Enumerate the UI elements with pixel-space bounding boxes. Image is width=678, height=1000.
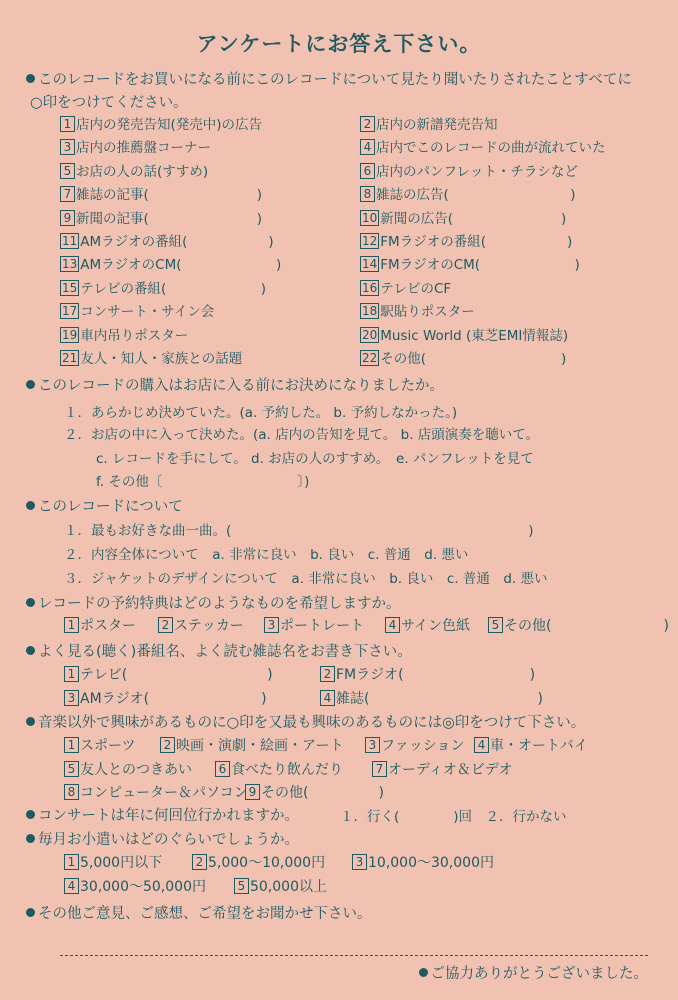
option-number: 2 [192,854,207,870]
question-7-text: コンサートは年に何回位行かれますか。 [38,808,299,824]
option-number: 4 [385,617,400,633]
option-item[interactable] [264,615,364,635]
option-number: 12 [362,234,378,248]
option-label: コンサート・サイン会 [80,304,215,321]
option-number: 7 [60,186,75,202]
option-number: 9 [60,210,75,226]
option-number: 10 [362,210,378,225]
option-label: 30,000～50,000円 [80,879,206,895]
option-label: その他( ) [261,785,384,801]
bullet-icon [26,74,35,83]
divider [60,955,648,956]
option-item[interactable] [320,688,543,708]
question-4 [26,592,401,613]
option-label: 店内のパンフレット・チラシなど [376,163,578,180]
option-item[interactable] [64,876,206,896]
option-number: 13 [62,257,78,272]
option-item[interactable] [320,664,535,684]
bullet-icon [26,598,35,607]
bullet-icon [26,501,35,510]
option-label: 店内の新譜発売告知 [376,117,498,133]
option-label: 車・オートバイ [490,738,588,754]
option-number: 1 [64,666,79,682]
option-label: ステッカー [174,618,244,634]
option-label: ポートレート [280,618,364,634]
option-item[interactable] [60,347,242,367]
bullet-icon [26,646,35,655]
option-item[interactable] [385,615,470,635]
bullet-icon [26,834,35,843]
option-item[interactable] [360,324,568,344]
option-label: 店内でこのレコードの曲が流れていた [376,140,606,157]
option-item[interactable] [64,852,162,872]
option-label: AMラジオ( ) [80,691,267,707]
option-item[interactable] [60,183,262,203]
option-label: 10,000～30,000円 [368,855,494,871]
option-label: 店内の発売告知(発売中)の広告 [76,117,263,133]
option-item[interactable] [60,136,211,156]
q2-option-2-cont[interactable]: c. レコードを手にして。 d. お店の人のすすめ。 e. パンフレットを見て [96,451,534,467]
q3-jacket-rating[interactable]: ３．ジャケットのデザインについて a. 非常に良い b. 良い c. 普通 d. 悪い [64,571,548,587]
option-item[interactable] [360,300,475,320]
bullet-icon [419,968,428,977]
question-3-text: このレコードについて [38,499,183,515]
option-label: 友人とのつきあい [80,762,192,778]
option-number: 5 [488,617,503,633]
option-label: FMラジオ( ) [336,667,536,683]
question-2 [26,374,444,395]
option-number: 2 [158,617,173,633]
option-item[interactable] [158,615,244,635]
q3-favorite-song[interactable]: １．最もお好きな曲一曲。( ) [64,523,534,539]
question-7 [26,804,299,825]
option-number: 3 [60,139,75,155]
option-item[interactable] [488,615,669,635]
option-item[interactable] [60,253,281,273]
question-9 [26,902,372,923]
option-number: 5 [64,761,79,777]
option-item[interactable] [60,300,214,320]
question-6-text: 音楽以外で興味があるものに○印を又最も興味のあるものには◎印をつけて下さい。 [38,715,586,731]
option-number: 2 [160,737,175,753]
option-item[interactable] [64,664,273,684]
option-item[interactable] [245,782,384,802]
option-label: 食べたり飲んだり [231,762,343,778]
option-label: ポスター [80,618,136,634]
option-label: FMラジオのCM( ) [380,257,580,274]
question-3 [26,495,183,516]
option-item[interactable] [215,759,343,779]
option-number: 18 [362,304,378,319]
option-number: 2 [320,666,335,682]
option-item[interactable] [474,735,588,755]
option-label: 映画・演劇・絵画・アート [176,738,344,754]
option-item[interactable] [160,735,344,755]
option-number: 3 [352,854,367,870]
option-item[interactable] [60,277,266,297]
option-item[interactable] [360,277,451,297]
survey-title: アンケートにお答え下さい。 [196,32,482,56]
q7-options[interactable]: １．行く( )回 ２．行かない [340,809,567,825]
question-1-text: このレコードをお買いになる前にこのレコードについて見たり聞いたりされたことすべてに [38,72,632,88]
option-number: 9 [245,784,260,800]
option-label: その他( ) [504,618,669,634]
option-item[interactable] [360,183,576,203]
option-number: 15 [62,280,78,295]
question-8 [26,828,299,849]
option-number: 5 [60,163,75,179]
question-5-text: よく見る(聴く)番組名、よく読む雑誌名をお書き下さい。 [38,644,412,660]
option-label: 5,000～10,000円 [208,855,326,871]
option-item[interactable] [192,852,325,872]
option-number: 14 [362,257,378,272]
option-item[interactable] [360,207,566,227]
option-label: オーディオ＆ビデオ [388,762,513,778]
option-number: 6 [215,761,230,777]
option-label: 友人・知人・家族との話題 [80,351,243,367]
option-item[interactable] [60,230,274,250]
option-number: 8 [360,186,375,202]
option-number: 3 [365,737,380,753]
option-item[interactable] [60,207,262,227]
bullet-icon [26,810,35,819]
option-label: ファッション [381,738,465,754]
option-label: サイン色紙 [401,618,471,634]
question-1 [26,68,632,89]
option-number: 17 [62,304,78,319]
option-item[interactable] [360,113,498,133]
bullet-icon [26,380,35,389]
option-number: 16 [362,280,378,295]
question-8-text: 毎月お小遣いはどのぐらいでしょうか。 [38,832,299,848]
option-label: お店の人の話(すすめ) [76,163,209,180]
question-6 [26,711,585,732]
option-label: 50,000以上 [250,879,327,895]
option-number: 1 [64,617,79,633]
option-label: FMラジオの番組( ) [380,234,573,250]
question-9-text: その他ご意見、ご感想、ご希望をお聞かせ下さい。 [38,906,372,922]
option-label: コンピューター＆パソコン [80,785,248,801]
option-number: 3 [64,690,79,706]
option-number: 20 [362,327,378,342]
option-label: テレビのCF [380,280,452,297]
option-number: 4 [474,737,489,753]
option-label: AMラジオのCM( ) [80,257,282,274]
option-item[interactable] [60,113,262,133]
q2-option-1[interactable]: １．あらかじめ決めていた。(a. 予約した。 b. 予約しなかった。) [64,405,458,421]
bullet-icon [26,908,35,917]
q2-option-2[interactable]: ２．お店の中に入って決めた。(a. 店内の告知を見て。 b. 店頭演奏を聴いて。 [64,427,540,443]
option-label: 雑誌の記事( ) [76,187,263,204]
option-label: 5,000円以下 [80,855,163,871]
option-label: 雑誌( ) [336,691,543,707]
option-number: 5 [234,878,249,894]
option-item[interactable] [64,688,267,708]
option-number: 8 [64,784,79,800]
option-number: 4 [64,878,79,894]
option-number: 4 [320,690,335,706]
thanks-message [419,962,649,983]
option-item[interactable] [360,253,580,273]
option-item[interactable] [234,876,327,896]
option-label: スポーツ [80,738,136,754]
option-label: 新聞の記事( ) [76,210,263,227]
bullet-icon [26,717,35,726]
question-2-text: このレコードの購入はお店に入る前にお決めになりましたか。 [38,378,444,394]
question-4-text: レコードの予約特典はどのようなものを希望しますか。 [38,596,401,612]
option-item[interactable] [372,759,513,779]
option-label: 店内の推薦盤コーナー [76,140,211,157]
option-item[interactable] [360,347,566,367]
option-label: 新聞の広告( ) [380,210,567,227]
q3-overall-rating[interactable]: ２．内容全体について a. 非常に良い b. 良い c. 普通 d. 悪い [64,547,469,563]
option-label: Music World (東芝EMI情報誌) [380,327,569,344]
option-item[interactable] [360,230,572,250]
option-number: 19 [62,327,78,342]
option-number: 6 [360,163,375,179]
option-label: テレビの番組( ) [80,280,267,297]
option-label: 車内吊りポスター [80,327,189,344]
option-item[interactable] [360,136,606,156]
option-number: 1 [64,737,79,753]
question-5 [26,640,412,661]
option-item[interactable] [365,735,464,755]
option-number: 1 [64,854,79,870]
option-item[interactable] [64,735,135,755]
option-number: 3 [264,617,279,633]
thanks-text: ご協力ありがとうございました。 [430,966,648,982]
option-item[interactable] [64,759,192,779]
option-item[interactable] [352,852,494,872]
option-number: 22 [362,351,378,365]
option-label: AMラジオの番組( ) [80,234,274,250]
option-label: 駅貼りポスター [380,304,475,321]
option-number: 2 [360,116,375,132]
q2-option-2-other[interactable]: f. その他〔 〕) [96,474,310,490]
option-label: テレビ( ) [80,667,273,683]
option-number: 21 [62,351,78,365]
option-number: 7 [372,761,387,777]
option-item[interactable] [60,324,188,344]
option-number: 4 [360,139,375,155]
option-number: 11 [62,234,78,248]
option-item[interactable] [64,782,248,802]
option-label: その他( ) [380,351,567,367]
option-item[interactable] [64,615,136,635]
option-item[interactable] [360,160,578,180]
option-label: 雑誌の広告( ) [376,187,576,204]
question-1-text-cont: ○印をつけてください。 [30,95,188,111]
option-item[interactable] [60,160,208,180]
option-number: 1 [60,116,75,132]
